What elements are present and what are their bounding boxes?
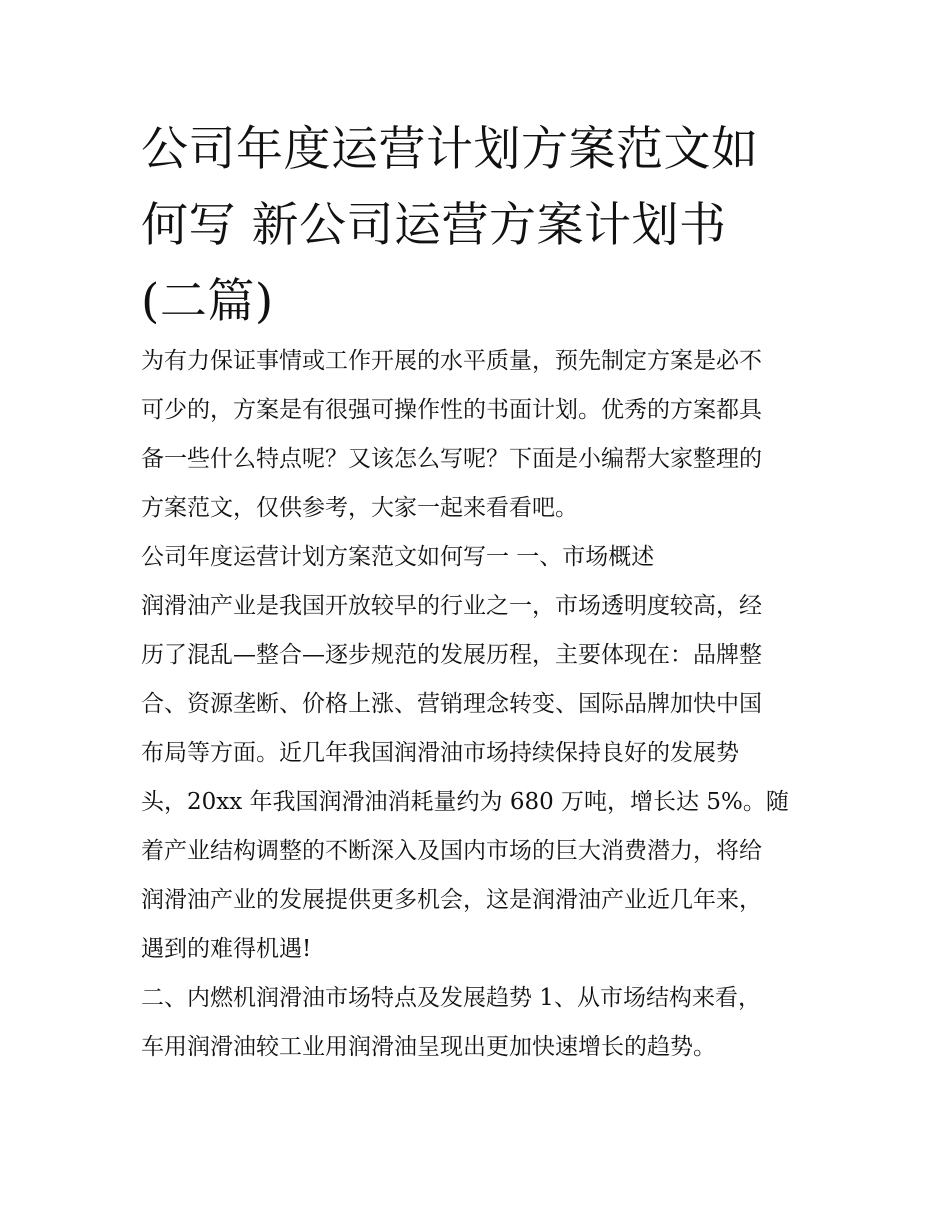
market-overview-paragraph (141, 587, 813, 968)
intro-paragraph (141, 342, 813, 527)
text-line: 历了混乱—整合—逐步规范的发展历程，主要体现在：品牌整 (141, 642, 762, 668)
title-line: 公司年度运营计划方案范文如 (141, 122, 759, 177)
text-line: 方案范文，仅供参考，大家一起来看看吧。 (141, 495, 578, 521)
text-line: 润滑油产业的发展提供更多机会，这是润滑油产业近几年来， (141, 887, 762, 913)
text-line: 可少的，方案是有很强可操作性的书面计划。优秀的方案都具 (141, 397, 762, 423)
title-line: 何写 新公司运营方案计划书 (141, 198, 727, 253)
text-line: 遇到的难得机遇! (141, 936, 312, 962)
text-line: 备一些什么特点呢？又该怎么写呢？下面是小编帮大家整理的 (141, 446, 762, 472)
text-line: 车用润滑油较工业用润滑油呈现出更加快速增长的趋势。 (141, 1034, 716, 1060)
section-heading-paragraph (141, 538, 813, 576)
text-line: 合、资源垄断、价格上涨、营销理念转变、国际品牌加快中国 (141, 691, 762, 717)
text-line: 布局等方面。近几年我国润滑油市场持续保持良好的发展势 (141, 740, 739, 766)
document-page (141, 112, 813, 1077)
document-title (141, 112, 813, 340)
text-line: 头，20xx 年我国润滑油消耗量约为 680 万吨，增长达 5%。随 (141, 789, 789, 815)
market-trends-paragraph (141, 979, 813, 1066)
text-line: 公司年度运营计划方案范文如何写一 一、市场概述 (141, 544, 655, 570)
text-line: 着产业结构调整的不断深入及国内市场的巨大消费潜力，将给 (141, 838, 762, 864)
text-line: 润滑油产业是我国开放较早的行业之一，市场透明度较高，经 (141, 593, 762, 619)
title-line: (二篇) (141, 274, 274, 329)
text-line: 二、内燃机润滑油市场特点及发展趋势 1、从市场结构来看， (141, 985, 761, 1011)
text-line: 为有力保证事情或工作开展的水平质量，预先制定方案是必不 (141, 348, 762, 374)
